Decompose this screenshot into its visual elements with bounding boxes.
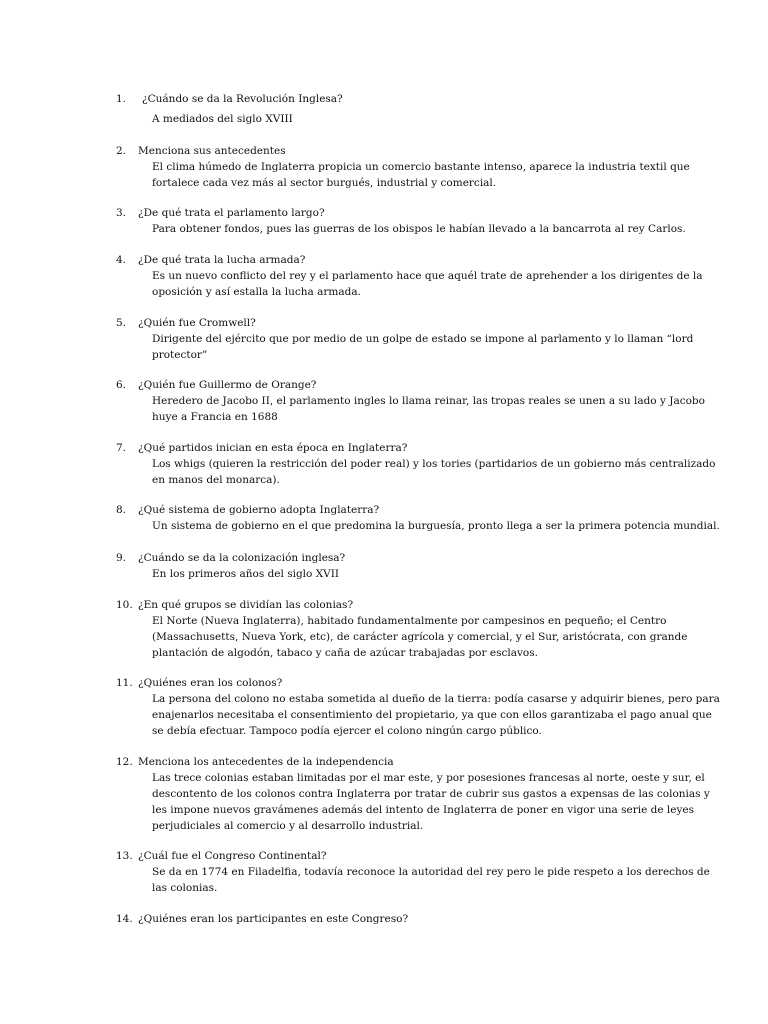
- answer-text: [152, 456, 716, 488]
- item-number: 7.: [116, 442, 127, 454]
- answer-line: Se da en 1774 en Filadelfia, todavía reconoce la autoridad del rey pero le pide respeto a los derechos de: [152, 866, 710, 878]
- question-text: ¿Qué partidos inician en esta época en Inglaterra?: [138, 442, 408, 454]
- answer-line: Un sistema de gobierno en el que predomina la burguesía, pronto llega a ser la primera potencia mundial.: [152, 520, 720, 532]
- answer-line: (Massachusetts, Nueva York, etc), de carácter agrícola y comercial, y el Sur, aristócrata, con grande: [152, 631, 688, 643]
- answer-line: fortalece cada vez más al sector burgués, industrial y comercial.: [152, 177, 497, 189]
- answer-text: [152, 864, 710, 896]
- item-number: 2.: [116, 145, 127, 157]
- item-number: 4.: [116, 254, 127, 266]
- answer-text: [152, 268, 703, 300]
- question-text: ¿Qué sistema de gobierno adopta Inglaterra?: [138, 504, 380, 516]
- question-text: ¿Quién fue Guillermo de Orange?: [138, 379, 317, 391]
- answer-text: [152, 566, 672, 582]
- answer-text: [152, 221, 686, 237]
- answer-text: [152, 613, 688, 661]
- answer-line: les impone nuevos gravámenes además del intento de Inglaterra de poner en vigor una serie de leyes: [152, 804, 694, 816]
- answer-line: A mediados del siglo XVIII: [152, 113, 293, 125]
- question-text: ¿De qué trata el parlamento largo?: [138, 207, 325, 219]
- answer-line: Heredero de Jacobo II, el parlamento ingles lo llama reinar, las tropas reales se unen a su lado y Jacobo: [152, 395, 705, 407]
- answer-line: huye a Francia en 1688: [152, 411, 278, 423]
- answer-line: Las trece colonias estaban limitadas por el mar este, y por posesiones francesas al norte, oeste y sur, el: [152, 772, 705, 784]
- answer-line: enajenarlos necesitaba el consentimiento del propietario, ya que con ellos garantizaba el pago anual que: [152, 709, 712, 721]
- answer-line: La persona del colono no estaba sometida al dueño de la tierra: podía casarse y adquirir bienes, pero para: [152, 693, 720, 705]
- answer-line: Es un nuevo conflicto del rey y el parlamento hace que aquél trate de aprehender a los dirigentes de la: [152, 270, 703, 282]
- item-number: 14.: [116, 913, 133, 925]
- answer-line: perjudiciales al comercio y al desarrollo industrial.: [152, 820, 424, 832]
- item-number: 8.: [116, 504, 127, 516]
- item-number: 11.: [116, 677, 133, 689]
- answer-line: Para obtener fondos, pues las guerras de los obispos le habían llevado a la bancarrota al rey Carlos.: [152, 223, 686, 235]
- item-number: 12.: [116, 756, 133, 768]
- item-number: 1.: [116, 93, 127, 105]
- question-text: ¿Cuál fue el Congreso Continental?: [138, 850, 327, 862]
- item-number: 5.: [116, 317, 127, 329]
- item-number: 6.: [116, 379, 127, 391]
- question-text: ¿Cuándo se da la colonización inglesa?: [138, 552, 346, 564]
- answer-line: El clima húmedo de Inglaterra propicia un comercio bastante intenso, aparece la industria textil que: [152, 161, 690, 173]
- question-text: Menciona los antecedentes de la independencia: [138, 756, 394, 768]
- answer-text: [152, 770, 710, 834]
- answer-line: descontento de los colonos contra Inglaterra por tratar de cubrir sus gastos a expensas de las colonias y: [152, 788, 710, 800]
- answer-text: [152, 518, 720, 534]
- question-text: ¿En qué grupos se dividían las colonias?: [138, 599, 354, 611]
- answer-text: [152, 393, 705, 425]
- question-text: ¿Quiénes eran los participantes en este Congreso?: [138, 913, 409, 925]
- item-number: 13.: [116, 850, 133, 862]
- answer-text: [152, 331, 694, 363]
- answer-line: en manos del monarca).: [152, 474, 280, 486]
- item-number: 9.: [116, 552, 127, 564]
- answer-line: El Norte (Nueva Inglaterra), habitado fundamentalmente por campesinos en pequeño; el Centro: [152, 615, 667, 627]
- question-text: ¿De qué trata la lucha armada?: [138, 254, 306, 266]
- question-text: ¿Quiénes eran los colonos?: [138, 677, 283, 689]
- answer-text: [152, 159, 690, 191]
- item-number: 3.: [116, 207, 127, 219]
- answer-line: Dirigente del ejército que por medio de un golpe de estado se impone al parlamento y lo llaman “lord: [152, 333, 694, 345]
- answer-line: plantación de algodón, tabaco y caña de azúcar trabajadas por esclavos.: [152, 647, 538, 659]
- answer-text: [152, 691, 720, 739]
- question-text: Menciona sus antecedentes: [138, 145, 286, 157]
- answer-line: Los whigs (quieren la restricción del poder real) y los tories (partidarios de un gobierno más centralizado: [152, 458, 716, 470]
- answer-line: En los primeros años del siglo XVII: [152, 568, 340, 580]
- answer-line: las colonias.: [152, 882, 218, 894]
- question-text: ¿Cuándo se da la Revolución Inglesa?: [142, 93, 343, 105]
- answer-line: protector”: [152, 349, 208, 361]
- question-text: ¿Quién fue Cromwell?: [138, 317, 256, 329]
- item-number: 10.: [116, 599, 133, 611]
- answer-line: oposición y así estalla la lucha armada.: [152, 286, 361, 298]
- answer-line: se debía efectuar. Tampoco podía ejercer el colono ningún cargo público.: [152, 725, 542, 737]
- answer-text: [152, 111, 672, 127]
